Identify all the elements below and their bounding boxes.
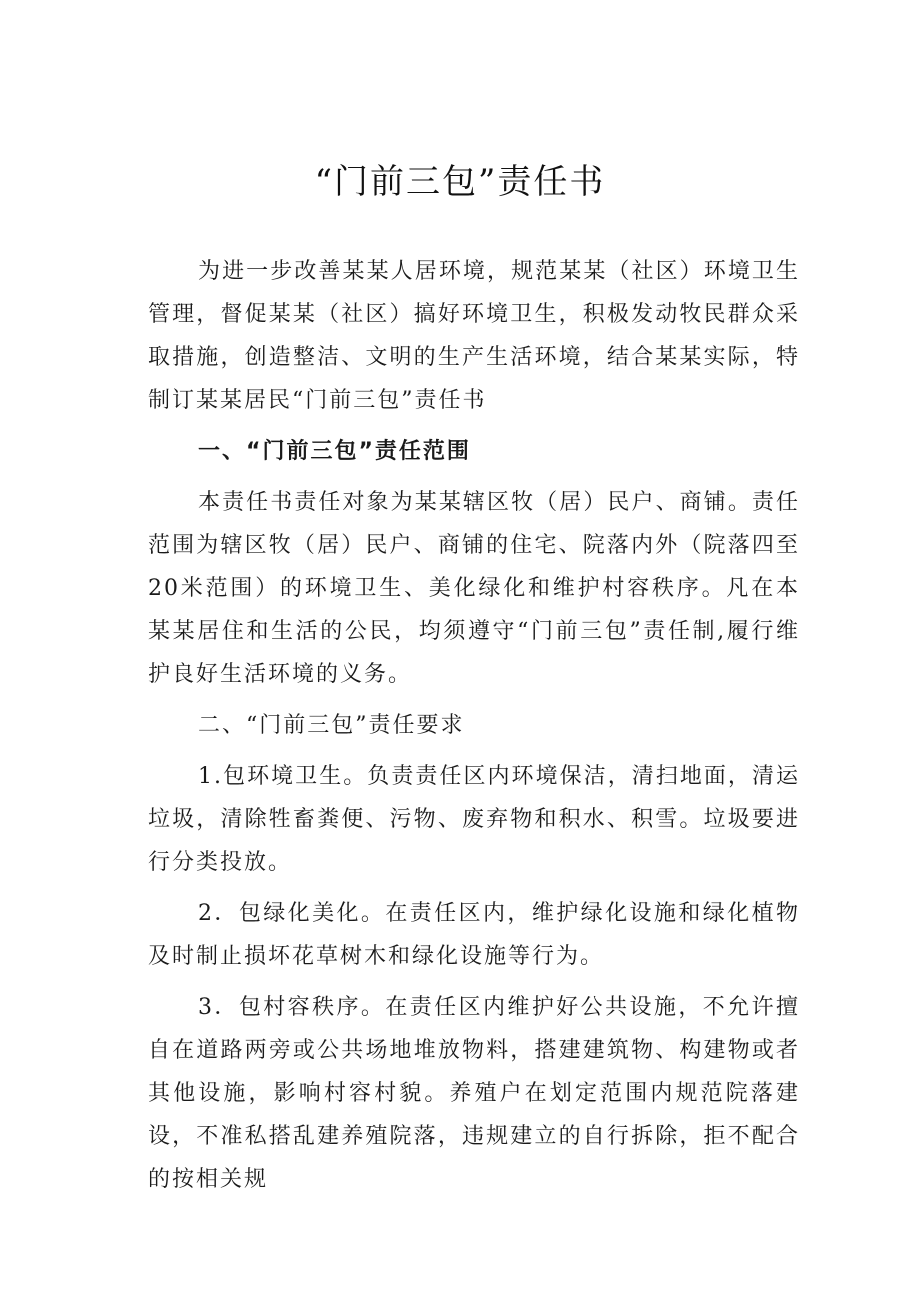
document-body xyxy=(148,250,800,1201)
document-title: “门前三包”责任书 xyxy=(314,162,606,202)
section-2-item-1: 1.包环境卫生。负责责任区内环境保洁，清扫地面，清运垃圾，清除牲畜粪便、污物、废弃物和积水、积雪。垃圾要进行分类投放。 xyxy=(148,764,800,875)
intro-paragraph: 为进一步改善某某人居环境，规范某某（社区）环境卫生管理，督促某某（社区）搞好环境卫生，积极发动牧民群众采取措施，创造整洁、文明的生产生活环境，结合某某实际，特制订某某居民“门前三包”责任书 xyxy=(148,259,800,413)
section-2-item-3: 3．包村容秩序。在责任区内维护好公共设施，不允许擅自在道路两旁或公共场地堆放物料，搭建建筑物、构建物或者其他设施，影响村容村貌。养殖户在划定范围内规范院落建设，不准私搭乱建养殖院落，违规建立的自行拆除，拒不配合的按相关规 xyxy=(148,995,800,1192)
section-2-item-2: 2．包绿化美化。在责任区内，维护绿化设施和绿化植物及时制止损坏花草树木和绿化设施等行为。 xyxy=(148,901,800,969)
section-1-paragraph: 本责任书责任对象为某某辖区牧（居）民户、商铺。责任范围为辖区牧（居）民户、商铺的住宅、院落内外（院落四至20米范围）的环境卫生、美化绿化和维护村容秩序。凡在本某某居住和生活的公民，均须遵守“门前三包”责任制,履行维护良好生活环境的义务。 xyxy=(148,490,800,687)
section-1-heading: 一、“门前三包”责任范围 xyxy=(198,439,471,464)
section-2-heading: 二、“门前三包”责任要求 xyxy=(198,713,465,738)
